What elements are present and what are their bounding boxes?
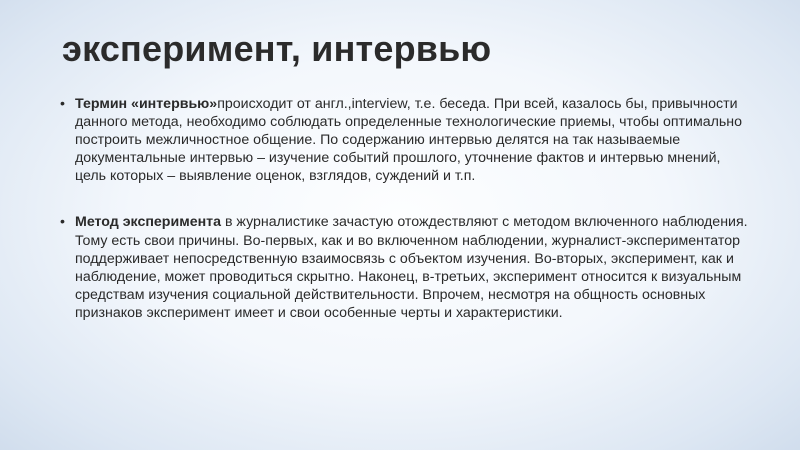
- bullet-icon: •: [60, 214, 65, 231]
- term-experiment-heading: Метод эксперимента: [75, 214, 221, 231]
- bullet-item-experiment: [60, 213, 750, 322]
- bullet-item-interview: [60, 95, 750, 185]
- bullet-icon: •: [60, 96, 65, 112]
- slide-title: эксперимент, интервью: [62, 28, 492, 69]
- interview-paragraph-text: происходит от англ.,interview, т.е. беседа. При всей, казалось бы, привычности данного метода, необходимо соблюдать определенные технологические приемы, чтобы оптимально построить межличностное общение. По содержанию интервью делятся на так называемые документальные интервью – изучение событий прошлого, уточнение фактов и интервью мнений, цель которых – выявление оценок, взглядов, суждений и т.п.: [75, 96, 743, 185]
- experiment-paragraph-text: в журналистике зачастую отождествляют с методом включенного наблюдения. Тому есть свои причины. Во-первых, как и во включенном наблюдении, журналист-экспериментатор поддерживает непосредственную взаимосвязь с объектом изучения. Во-вторых, эксперимент, как и наблюдение, может проводиться скрытно. Наконец, в-третьих, эксперимент относится к визуальным средствам изучения социальной действительности. Впрочем, несмотря на общность основных признаков эксперимент имеет и свои особенные черты и характеристики.: [75, 214, 748, 321]
- bullet-list: [60, 95, 750, 322]
- term-interview-heading: Термин «интервью»: [75, 96, 218, 112]
